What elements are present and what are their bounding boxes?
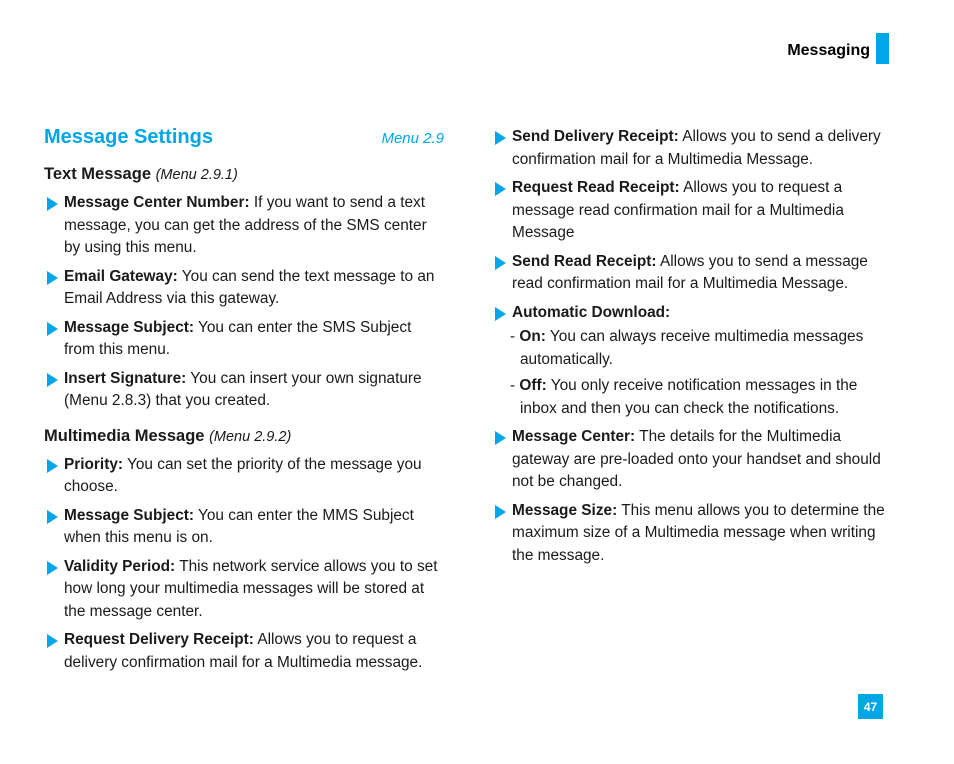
- item-desc: Allows you to send a delivery confirmation mail for a Multimedia Message.: [512, 128, 881, 168]
- page-number: 47: [858, 694, 883, 719]
- auto-download-option-on: - On: You can always receive multimedia messages automatically.: [510, 328, 864, 368]
- item-term: Request Delivery Receipt:: [64, 631, 254, 648]
- option-term: Off:: [519, 377, 547, 394]
- item-desc: The details for the Multimedia gateway are pre-loaded onto your handset and should not be changed.: [512, 428, 881, 490]
- item-term: Email Gateway:: [64, 267, 178, 285]
- item-term: Message Subject:: [64, 506, 195, 524]
- item-term: Request Read Receipt:: [512, 179, 680, 196]
- page-title-menu: Menu 2.9: [381, 130, 444, 147]
- list-item: [44, 192, 444, 260]
- text-message-heading-menu: (Menu 2.9.1): [155, 167, 238, 183]
- item-desc: This network service allows you to set how long your multimedia messages will be stored at the message center.: [64, 557, 438, 620]
- list-item: [44, 629, 444, 674]
- list-item: [44, 317, 444, 362]
- list-item: [492, 126, 887, 171]
- list-item: [492, 302, 887, 325]
- item-desc: You can send the text message to an Email Address via this gateway.: [64, 267, 435, 307]
- list-item: [44, 505, 444, 550]
- item-term: Message Center:: [512, 428, 636, 445]
- item-term: Send Read Receipt:: [512, 252, 657, 270]
- option-desc: You can always receive multimedia messages automatically.: [520, 328, 864, 368]
- item-desc: You can set the priority of the message you choose.: [64, 455, 422, 495]
- right-column: [492, 126, 887, 573]
- item-desc: Allows you to request a delivery confirmation mail for a Multimedia message.: [64, 631, 423, 671]
- item-desc: You can insert your own signature (Menu 2.8.3) that you created.: [64, 369, 422, 409]
- header-section-title: Messaging: [787, 42, 870, 59]
- list-item: [44, 266, 444, 311]
- option-desc: You only receive notification messages in the inbox and then you can check the notifications.: [520, 377, 858, 417]
- item-term: Insert Signature:: [64, 369, 187, 387]
- item-desc: You can enter the MMS Subject when this menu is on.: [64, 506, 414, 546]
- text-message-heading-label: Text Message: [44, 165, 151, 183]
- item-desc: This menu allows you to determine the maximum size of a Multimedia message when writing the message.: [512, 501, 885, 564]
- item-desc: If you want to send a text message, you can get the address of the SMS center by using this menu.: [64, 194, 427, 256]
- list-item: [492, 500, 887, 568]
- item-term: Message Subject:: [64, 318, 195, 336]
- list-item: [44, 454, 444, 499]
- multimedia-message-heading-label: Multimedia Message: [44, 426, 205, 445]
- multimedia-message-heading: [44, 427, 444, 446]
- list-item: [492, 426, 887, 494]
- item-term: Send Delivery Receipt:: [512, 128, 679, 145]
- item-term: Automatic Download:: [512, 303, 671, 321]
- list-item: [44, 368, 444, 413]
- list-item: [492, 177, 887, 245]
- auto-download-option-off: - Off: You only receive notification messages in the inbox and then you can check the notifications.: [510, 377, 858, 417]
- item-desc: Allows you to request a message read confirmation mail for a Multimedia Message: [512, 179, 844, 241]
- multimedia-message-heading-menu: (Menu 2.9.2): [209, 428, 292, 445]
- text-message-heading: [44, 165, 444, 184]
- list-item: [44, 556, 444, 624]
- section-heading: [44, 126, 444, 149]
- item-term: Message Size:: [512, 501, 618, 519]
- left-column: [44, 126, 444, 680]
- option-term: On:: [519, 328, 546, 345]
- page-title: Message Settings: [44, 126, 213, 148]
- list-item: [492, 251, 887, 296]
- item-term: Message Center Number:: [64, 194, 250, 211]
- item-desc: You can enter the SMS Subject from this menu.: [64, 318, 412, 358]
- item-desc: Allows you to send a message read confirmation mail for a Multimedia Message.: [512, 252, 868, 292]
- item-term: Validity Period:: [64, 557, 176, 575]
- header-accent-bar: [876, 33, 889, 64]
- item-term: Priority:: [64, 455, 124, 473]
